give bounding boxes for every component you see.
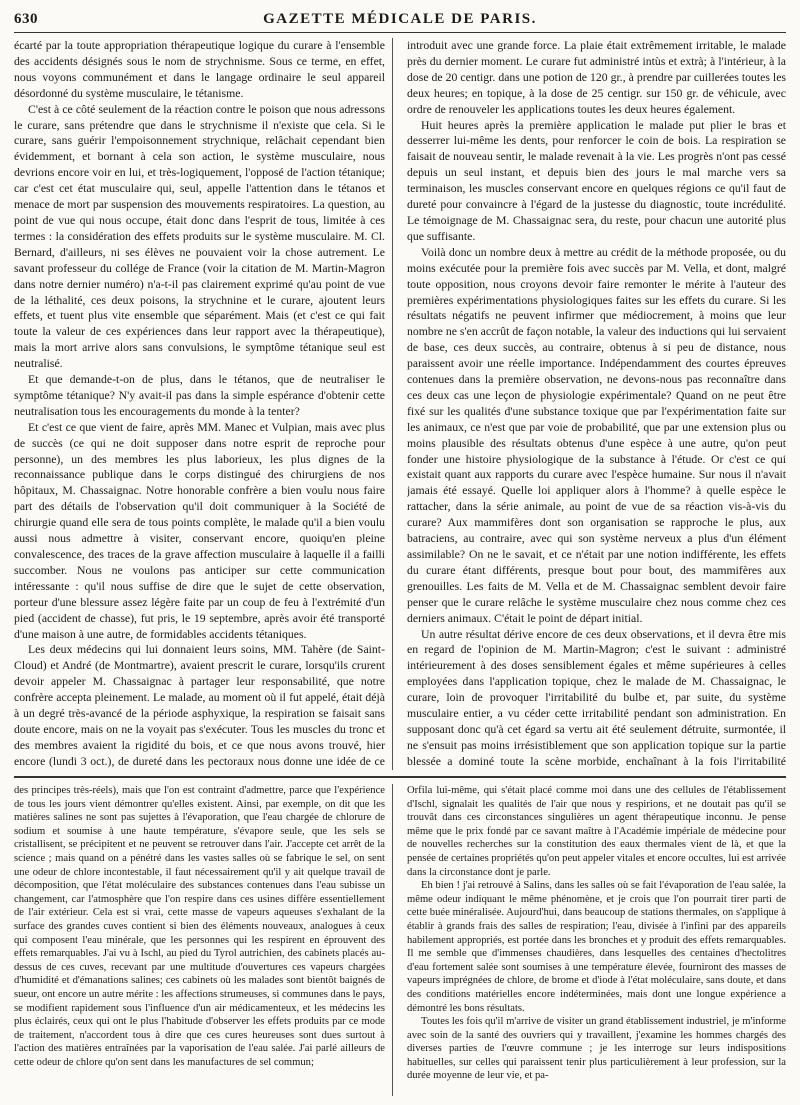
journal-title: GAZETTE MÉDICALE DE PARIS. bbox=[263, 10, 537, 27]
page-number: 630 bbox=[14, 10, 38, 27]
paragraph: Et que demande-t-on de plus, dans le tétanos, que de neutraliser le symptôme tétanique? N'y avait-il pas dans la simple espérance d'obtenir cette neutralisation tous les encouragements du monde à la tenter? bbox=[14, 373, 385, 418]
feuilleton-right-column bbox=[407, 784, 786, 1096]
paragraph: écarté par la toute appropriation thérapeutique logique du curare à l'ensemble des accidents désignés sous le nom de strychnisme. Sous ce terme, en effet, nous voyons communément et dans le langage ordinaire le seul appareil désordonné du système musculaire, le tétanisme. bbox=[14, 39, 385, 100]
paragraph: Un autre résultat dérive encore de ces deux observations, et il devra être mis en regard de l'opinion de M. Martin-Magron; c'est le suivant : administré intérieurement à des doses sensiblement égales et même supérieures à celles employées dans l'application topique, chez le malade de M. Chassaignac, le curare, loin de provoquer l'irritabilité du bulbe et, par suite, du système musculaire entier, a vu céder cette irritabilité pendant son administration. En supposant donc qu'à cet égard sa vertu ait été seulement détruite, surmontée, il ne s'ensuit pas moins irrésistiblement que son application topique sur la partie blessée a dominé toute la scène morbide, enchaînant à la fois l'irritabilité bbox=[407, 627, 786, 768]
main-right-column bbox=[407, 38, 786, 770]
main-left-column bbox=[14, 38, 393, 770]
feuilleton-left-column bbox=[14, 784, 393, 1096]
paragraph: C'est à ce côté seulement de la réaction contre le poison que nous adressons le curare, sans prétendre que dans le strychnisme il n'existe que cela. Si le curare, sans guérir l'empoisonnement strychnique, relâchait cependant bien évidemment, et bornant à cela son action, le système musculaire, nous devrions encore voir en lui, et très-logiquement, l'opposé de l'action tétanique; car c'est cet état musculaire qui, seul, appelle l'attention dans le tétanos et menace de mort par suspension des mouvements respiratoires. La question, au point de vue qui nous occupe, était donc dans l'esprit de tous, limitée à ces termes : la considération des effets produits sur le système musculaire. M. Cl. Bernard, d'ailleurs, ni ses élèves ne pouvaient voir la chose autrement. Le savant professeur du collége de France (voir la citation de M. Martin-Magron dans notre dernier numéro) n'a-t-il pas clairement exprimé qu'au point de vue de la léthalité, ces deux poisons, la strychnine et le curare, ajoutent leurs effets, et tuent plus vite ensemble que séparément. Mais (et c'est ce qui fait toute la valeur de ces expériences dans leur rapport avec la thérapeutique), mais la mort arrive alors sans convulsions, le symptôme tétanique seul est neutralisé. bbox=[14, 102, 385, 371]
paragraph: Et c'est ce que vient de faire, après MM. Manec et Vulpian, mais avec plus de succès (ce qui ne doit supposer dans notre esprit de reproche pour personne), un des membres les plus laborieux, les plus dignes de la reconnaissance publique dans le corps distingué des chirurgiens de nos hôpitaux, M. Chassaignac. Notre honorable confrère a bien voulu nous faire part des détails de l'observation qu'il doit communiquer à la Société de chirurgie quand elle sera de tous points complète, le malade qu'il a bien voulu aussi nous admettre à visiter, conservant encore, quoiqu'en pleine convalescence, des traces de la grave affection musculaire à laquelle il a failli succomber. Nous ne voulons pas anticiper sur cette communication intéressante : qu'il nous suffise de dire que le sujet de cette observation, porteur d'une blessure assez légère faite par un coup de feu à l'extrémité d'un pied (accident de chasse), fut pris, le 19 septembre, après avoir été transporté d'une maison à une autre, de formidables accidents tétaniques. bbox=[14, 420, 385, 641]
page-header bbox=[14, 6, 786, 33]
section-divider bbox=[14, 776, 786, 778]
paragraph: Huit heures après la première application le malade put plier le bras et desserrer lui-même les dents, pour renforcer le coin de bois. La respiration se faisait de nouveau sentir, le malade revenait à la vie. Les progrès n'ont pas cessé depuis un seul instant, et depuis bien des jours le mal marche vers sa terminaison, les muscles conservant encore en quelques régions ce qu'il faut de dureté pour convaincre à l'égard de la justesse du diagnostic, toute incrédulité. Le témoignage de M. Chassaignac sera, du reste, pour chacun une autorité plus que suffisante. bbox=[407, 118, 786, 243]
paragraph: Orfila lui-même, qui s'était placé comme moi dans une des cellules de l'établissement d'Ischl, signalait les qualités de l'air que nous y respirions, et ne doutait pas qu'il se trouvât dans ces circonstances singulières un agent thérapeutique inconnu. Je pense même que le prix fondé par ce savant maître à l'Académie impériale de médecine pour de nouvelles recherches sur la constitution des eaux thermales vient de là, et que la pensée de certaines propriétés qu'on peut appeler vitales et encore occultes, lui est arrivée dans la circonstance dont je parle. bbox=[407, 785, 786, 878]
paragraph: introduit avec une grande force. La plaie était extrêmement irritable, le malade près du dernier moment. Le curare fut administré intùs et extrà; à l'intérieur, à la dose de 20 centigr. dans une potion de 120 gr., à prendre par cuillerées toutes les deux heures; en topique, à la dose de 25 centigr. sur 150 gr. de véhicule, avec ordre de renouveler les applications toutes les deux heures également. bbox=[407, 39, 786, 116]
article-main bbox=[14, 38, 786, 770]
paragraph: Les deux médecins qui lui donnaient leurs soins, MM. Tahère (de Saint-Cloud) et André (de Montmartre), avaient prescrit le curare, lorsqu'ils crurent devoir appeler M. Chassaignac à partager leur responsabilité, que notre confrère accepta pleinement. Le malade, au moment où il fut appelé, était déjà à un degré très-avancé de la période asphyxique, la respiration se faisait sans doute encore, mais on ne la voyait pas s'exécuter. Tous les muscles du tronc et des membres avaient la rigidité du bois, et ce que nous avons trouvé, hier encore (lundi 3 oct.), de dureté dans les pectoraux nous donne une idée de ce bbox=[14, 643, 385, 768]
feuilleton bbox=[14, 784, 786, 1096]
paragraph: Voilà donc un nombre deux à mettre au crédit de la méthode proposée, ou du moins exécutée pour la première fois avec succès par M. Vella, et dont, malgré toute opposition, nous croyons devoir faire remonter le mérite à l'auteur des premières expérimentations physiologiques faites sur les effets du curare. Si les résultats négatifs ne peuvent infirmer que médiocrement, à moins que leur nombre ne s'en accrût de façon notable, la valeur des inductions qui lui servaient de base, ces deux succès, au contraire, obtenus à si peu de distance, nous paraissent avoir une réelle importance. Indépendamment des courtes épreuves contenues dans la première observation, ne devons-nous pas reconnaître dans ces deux cas une leçon de physiologie expérimentale? Quand on ne peut être fixé sur les qualités d'une substance toxique que par l'expérimentation faite sur les animaux, ce n'est que par voie de probabilité, que par une extension plus ou moins plausible des résultats obtenus d'une espèce à une autre, qu'on peut fonder une histoire physiologique de la substance à l'étude. Or c'est ce qui existait quant aux rapports du curare avec l'espèce humaine. Sur nous il n'avait jamais été essayé. Quelle loi appliquer alors à l'homme? à quelle espèce le rattacher, dans la série animale, au point de vue de sa réaction vis-à-vis du curare? Aux mammifères dont son organisation se rapproche le plus, aux batraciens, au contraire, avec qui son système nerveux a plus d'un élément assimilable? On ne le savait, et ce n'était par une notion indifférente, les effets du curare étant différents, presque bout pour bout, des mammifères aux grenouilles. Les faits de M. Vella et de M. Chassaignac semblent devoir faire penser que le curare relâche le système musculaire chez nous comme chez ces derniers animaux. C'était le point de départ initial. bbox=[407, 245, 786, 625]
paragraph: Toutes les fois qu'il m'arrive de visiter un grand établissement industriel, je m'informe avec soin de la santé des ouvriers qui y travaillent, j'examine les hommes chargés des diverses parties de l'œuvre commune ; je les interroge sur leurs indispositions habituelles, sur celles qui paraissent tenir plus particulièrement à leur profession, sur la durée moyenne de leur vie, et pa- bbox=[407, 1016, 786, 1082]
paragraph: Eh bien ! j'ai retrouvé à Salins, dans les salles où se fait l'évaporation de l'eau salée, la même odeur indiquant le même phénomène, et je crois que l'on pourrait tirer parti de cette buée minéralisée. Aujourd'hui, dans beaucoup de stations thermales, on s'applique à établir à grands frais des salles de respiration; l'eau, divisée à l'infini par des appareils habilement appropriés, est portée dans les bronches et y produit des effets remarquables. Il me semble que d'immenses chaudières, dans lesquelles des centaines d'hectolitres d'eau fortement salée sont soumises à une température élevée, fourniront des masses de vapeurs imprégnées de chlore, de brome et d'iode à l'état moléculaire, sans doute, et dans des conditions matérielles encore indéterminées, mais dont une longue expérience a démontré les bons résultats. bbox=[407, 880, 786, 1014]
paragraph: des principes très-réels), mais que l'on est contraint d'admettre, parce que l'expérience de tous les jours vient démontrer qu'elles existent. Ainsi, par exemple, on dit que les matières salines ne sont pas sujettes à l'évaporation, que l'eau chargée de chlorure de sodium et soumise à une haute température, s'évapore seule, que les sels se cristallisent, se précipitent et ne peuvent se retrouver dans l'air. J'accepte cet arrêt de la science ; mais quand on a pénétré dans les vastes salles où se fabrique le sel, on sent une odeur de chlore incontestable, il faut nécessairement qu'il y ait quelque travail de décomposition, que l'état moléculaire des substances contenues dans l'eau subisse un changement, car l'atmosphère que l'on respire dans ces usines diffère essentiellement de l'air extérieur. Cela est si vrai, cette masse de vapeurs aqueuses s'exhalant de la surface des grandes cuves contient si bien des éléments nouveaux, analogues à ceux qui composent l'eau minérale, que les personnes qui les respirent en éprouvent des effets remarquables. J'ai vu à Ischl, au pied du Tyrol autrichien, des cabinets placés au-dessus de ces cuves, recevant par une multitude d'ouvertures ces vapeurs chargées d'humidité et d'émanations salines; ces cabinets où les malades sont bientôt baignés de sueur, ont encore un autre mérite : les affections strumeuses, si communes dans le pays, se modifient rapidement sous l'influence d'un air médicamenteux, et les médecins les plus éclairés, ceux qui ont le plus l'habitude d'observer les effets produits par ce mode de traitement, n'accordent tous à dire que ces cures heureuses sont dues surtout à l'action des matières entraînées par la vaporisation de l'eau salée. J'ai parlé ailleurs de cette odeur de chlore qu'on sent dans les manufactures de sel commun; bbox=[14, 785, 385, 1068]
